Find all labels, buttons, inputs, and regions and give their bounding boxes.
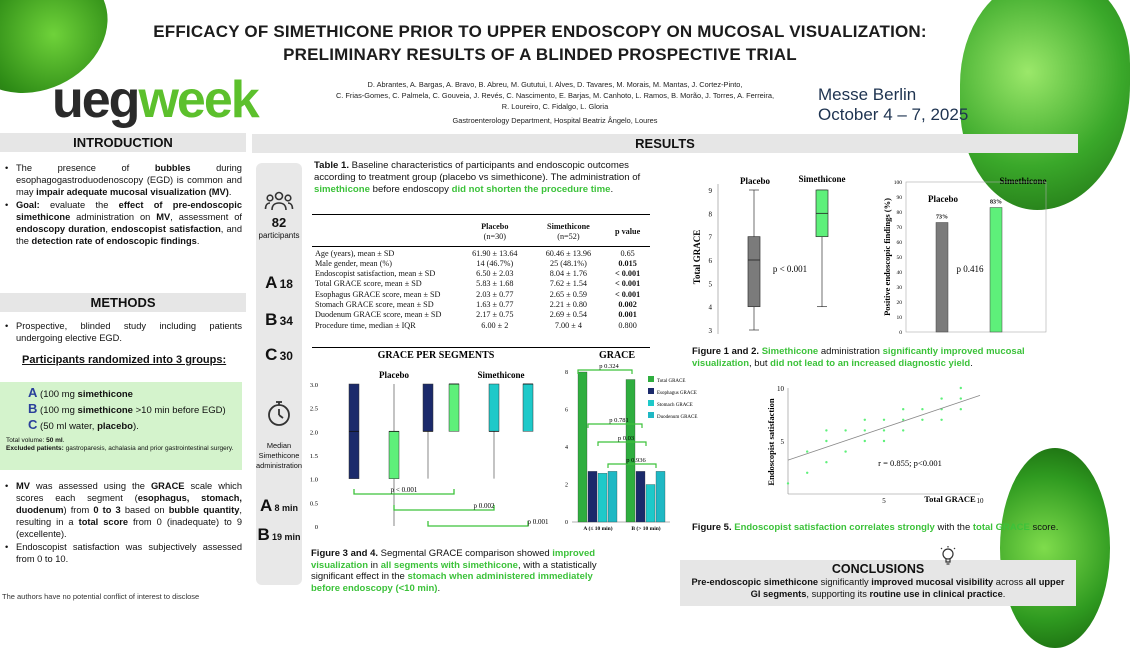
fig5-ylabel: Endoscopist satisfaction (766, 398, 776, 486)
group-c-count: C 30 (265, 345, 293, 364)
group-a-count: A 18 (265, 273, 293, 292)
table1: Placebo (n=30) Simethicone (n=52) p value Age (years), mean ± SD 61.90 ± 13.64 60.46 ± 13.96 0.65 Male gender, mean (%) 14 (46.7%) 25 (48.1%) 0.015 Endoscopist satisfaction, mean ± SD 6.50 ± 2.03 8.04 ± 1.76 < 0.001 Total GRACE score, mean ± SD 5.83 ± 1.68 7.62 ± 1.54 < 0.001 Esophagus GRACE score, mean ± SD 2.03 ± 0.77 2.65 ± 0.59 < 0.001 Stomach GRACE score, mean ± SD 1.63 ± 0.77 2.21 ± 0.80 0.002 Duodenum GRACE score, mean ± SD 2.17 ± 0.75 2.69 ± 0.54 0.001 Procedure time, median ± IQR 6.00 ± 2 7.00 ± 4 0.800 (312, 222, 650, 331)
section-introduction: INTRODUCTION (0, 133, 246, 152)
fig4-bar (636, 471, 645, 522)
fig5-point (940, 419, 942, 421)
fig4-bar (626, 380, 635, 523)
table-cell: 0.015 (618, 258, 637, 268)
fig2-tick: 50 (896, 255, 902, 261)
table-cell: Total GRACE score, mean ± SD (315, 279, 422, 289)
table-cell: 2.03 ± 0.77 (476, 289, 514, 299)
ueg-week-logo: uegweek (52, 71, 258, 129)
fig4-legend-label: Stomach GRACE (657, 403, 693, 408)
fig2-p: p 0.416 (956, 264, 984, 274)
fig4-bar (578, 372, 587, 522)
fig3-tick: 2.5 (309, 405, 318, 413)
table-cell: 60.46 ± 13.96 (545, 248, 592, 258)
fig5-point (844, 450, 846, 452)
methods-text (0, 320, 242, 345)
total-volume: Total volume: 50 ml. (6, 437, 65, 444)
affiliation: Gastroenterology Department, Hospital Beatriz Ângelo, Loures (452, 116, 658, 125)
fig1-tick: 3 (708, 327, 712, 335)
fig2-tick: 100 (893, 180, 902, 186)
fig4-bar (646, 485, 655, 523)
fig4-tick: 8 (565, 370, 568, 376)
table-cell: 61.90 ± 13.64 (472, 248, 518, 258)
participants-label: participants (258, 231, 300, 240)
fig3-box (389, 431, 399, 478)
section-methods: METHODS (0, 293, 246, 312)
table-cell: Male gender, mean (%) (315, 258, 392, 268)
table-cell: Esophagus GRACE score, mean ± SD (315, 289, 441, 299)
fig4-pvalue: p 0.936 (626, 457, 646, 464)
fig5-r: r = 0.855; p<0.001 (878, 458, 942, 468)
table-row (312, 279, 650, 289)
venue: Messe Berlin October 4 – 7, 2025 (818, 85, 969, 124)
table-cell: 0.001 (618, 310, 637, 320)
fig3-tick: 0.5 (309, 500, 318, 508)
fig4-legend-swatch (648, 388, 654, 394)
fig2-ylabel: Positive endoscopic findings (%) (882, 198, 892, 316)
fig2-tick: 80 (896, 210, 902, 216)
fig5-point (787, 482, 789, 484)
fig4-category: A (≤ 10 min) (583, 526, 613, 532)
fig5-xtick: 5 (882, 497, 886, 505)
table-cell: 6.50 ± 2.03 (476, 269, 514, 279)
fig3-pvalue: p 0.002 (473, 502, 495, 510)
table-cell: < 0.001 (615, 289, 641, 299)
table-cell: 1.63 ± 0.77 (476, 300, 514, 310)
fig2-tick: 60 (896, 240, 902, 246)
fig2-bar (990, 208, 1002, 333)
stats-column (256, 163, 302, 585)
fig4-legend-swatch (648, 412, 654, 418)
fig3-tick: 2.0 (309, 429, 318, 437)
fig4-title: GRACE (598, 350, 636, 361)
fig5-point (921, 408, 923, 410)
fig3-tick: 1.5 (309, 453, 318, 460)
fig4-bar (598, 473, 607, 522)
figure2-bar (880, 172, 1060, 342)
fig2-tick: 30 (896, 285, 902, 291)
fig4-pvalue: p 0.781 (609, 417, 629, 424)
fig5-point (883, 419, 885, 421)
table-cell: 7.62 ± 1.54 (549, 279, 588, 289)
fig3-box (489, 384, 499, 431)
figure4-bar (560, 346, 698, 546)
fig2-tick: 90 (896, 195, 902, 201)
fig4-tick: 2 (565, 482, 568, 489)
table-cell: 14 (46.7%) (476, 258, 514, 268)
fig4-pvalue: p 0.03 (617, 435, 635, 442)
fig5-point (902, 429, 904, 431)
fig4-category: B (> 10 min) (631, 526, 661, 532)
section-results: RESULTS (252, 134, 1078, 153)
fig2-tick: 0 (899, 330, 902, 336)
fig1-p: p < 0.001 (772, 264, 808, 274)
fig3-tick: 3.0 (309, 382, 318, 389)
fig1-group1: Placebo (740, 176, 770, 186)
participants-count: 82 (271, 215, 287, 230)
table-cell: Stomach GRACE score, mean ± SD (315, 300, 434, 310)
fig4-legend-swatch (648, 376, 654, 382)
group-c: C (50 ml water, placebo). (28, 417, 139, 432)
fig2-frame (906, 182, 1046, 332)
fig4-legend-label: Total GRACE (657, 379, 686, 384)
group-b-time: B 19 min (257, 525, 301, 544)
table-cell: Procedure time, median ± IQR (315, 320, 416, 330)
section-conclusions: CONCLUSIONS (831, 562, 925, 576)
fig5-point (864, 429, 866, 431)
fig5-point (940, 397, 942, 399)
fig3-tick: 1.0 (309, 476, 318, 484)
table-cell: < 0.001 (615, 279, 641, 289)
fig5-point (844, 429, 846, 431)
conclusions-box (680, 560, 1076, 606)
fig3-pvalue: p 0.001 (527, 518, 549, 526)
fig3-box (449, 384, 459, 431)
group-a: A (100 mg simethicone (28, 385, 133, 400)
fig5-point (960, 387, 962, 389)
table-cell: 2.17 ± 0.75 (476, 310, 514, 320)
table-row (312, 269, 650, 279)
conclusion-text: Pre-endoscopic simethicone significantly improved mucosal visibility across all upper GI segments, supporting its routine use in clinical practice. (691, 577, 1065, 599)
table-cell: 0.800 (618, 320, 637, 330)
table-cell: Duodenum GRACE score, mean ± SD (315, 310, 442, 320)
median-label: Median Simethicone administration (256, 441, 303, 470)
figure1-boxplot (690, 172, 870, 342)
fig1-tick: 4 (708, 303, 712, 312)
fig2-tick: 40 (896, 270, 902, 276)
table-cell: Age (years), mean ± SD (315, 248, 395, 258)
fig34-caption: Figure 3 and 4. Segmental GRACE comparison showed improved visualization in all segments with simethicone, with a statistically significant effect in the stomach when administered immediately before endoscopy (<10 min). (311, 548, 597, 594)
table-row (312, 310, 650, 320)
methods-bullet: • Prospective, blinded study including patients undergoing elective EGD. (0, 320, 242, 344)
fig3-pvalue: p < 0.001 (390, 486, 418, 494)
table-cell: 2.65 ± 0.59 (549, 289, 588, 299)
table-cell: 25 (48.1%) (549, 258, 587, 268)
fig5-point (921, 419, 923, 421)
table-row (312, 290, 650, 300)
fig4-bar (608, 471, 617, 522)
decorative-leaf (1000, 448, 1110, 648)
table-cell: 8.04 ± 1.76 (549, 269, 588, 279)
author-list: D. Abrantes, A. Bargas, A. Bravo, B. Abreu, M. Gututui, I. Alves, D. Tavares, M. Morais, M. Mantas, J. Cortez-Pinto, C. Frias-Gomes, C. Palmela, C. Gouveia, J. Revés, C. Nascimento, E. Barjas, M. Canhoto, L. Ramos, B. Morão, J. Torres, A. Ferreira, R. Loureiro, C. Fidalgo, L. Gloria (335, 80, 775, 111)
fig5-point (825, 440, 827, 442)
fig2-bar (936, 223, 948, 333)
fig5-point (960, 408, 962, 410)
fig5-point (864, 419, 866, 421)
group-a-time: A 8 min (259, 496, 299, 515)
table-cell: 5.83 ± 1.68 (476, 279, 514, 289)
group-b: B (100 mg simethicone >10 min before EGD) (28, 401, 226, 416)
table-cell: 0.002 (618, 300, 637, 310)
fig3-group2: Simethicone (477, 370, 525, 380)
fig5-xtick: 10 (976, 497, 984, 505)
fig3-box (423, 384, 433, 431)
fig5-xlabel: Total GRACE (924, 494, 976, 504)
fig4-tick: 6 (565, 407, 568, 414)
table-cell: 0.65 (620, 248, 635, 258)
fig5-trendline (788, 395, 980, 460)
table-cell: 7.00 ± 4 (554, 320, 582, 330)
fig5-ytick: 10 (777, 385, 784, 393)
poster-title: EFFICACY OF SIMETHICONE PRIOR TO UPPER ENDOSCOPY ON MUCOSAL VISUALIZATION: PRELIMINARY RESULTS OF A BLINDED PROSPECTIVE TRIAL (153, 22, 927, 64)
intro-text (0, 162, 242, 248)
fig5-caption: Figure 5. Endoscopist satisfaction correlates strongly with the total GRACE score. (692, 522, 1059, 533)
fig3-tick: 0 (314, 524, 318, 531)
fig1-ylabel: Total GRACE (692, 229, 702, 285)
fig4-pvalue: p 0.324 (599, 363, 619, 370)
fig4-bar (588, 471, 597, 522)
fig2-tick: 10 (896, 315, 902, 321)
disclosure: The authors have no potential conflict of interest to disclose (2, 592, 200, 601)
figure5-scatter (760, 380, 1000, 520)
fig5-point (864, 440, 866, 442)
fig1-tick: 9 (708, 187, 712, 195)
lightbulb-icon (940, 546, 956, 571)
table-rule (312, 214, 650, 215)
fig4-bracket (598, 442, 646, 446)
groups-box (0, 382, 242, 470)
table-cell: < 0.001 (615, 269, 641, 279)
fig2-group2: Simethicone (999, 176, 1047, 186)
fig1-box (748, 237, 760, 307)
fig3-box (523, 384, 533, 431)
fig2-value-label: 83% (990, 199, 1002, 206)
fig12-caption: Figure 1 and 2. Simethicone administration significantly improved mucosal visualization, but did not lead to an increased diagnostic yield. (692, 346, 1025, 369)
fig5-point (806, 472, 808, 474)
intro-bullet: • The presence of bubbles during esophagogastroduodenoscopy (EGD) is common and may impair adequate mucosal visualization (MV). (0, 162, 242, 198)
group-b-count: B 34 (265, 310, 293, 329)
methods-bullet: • Endoscopist satisfaction was subjectively assessed from 0 to 10. (0, 541, 242, 565)
fig2-group1: Placebo (928, 194, 958, 204)
fig4-tick: 4 (565, 445, 568, 451)
fig4-legend-label: Esophagus GRACE (657, 391, 697, 396)
methods-text-2 (0, 480, 242, 566)
fig4-legend-label: Duodenum GRACE (657, 415, 698, 420)
fig1-tick: 7 (708, 233, 712, 242)
table1-caption: Table 1. Baseline characteristics of participants and endoscopic outcomes according to treatment group (placebo vs simethicone). The administration of simethicone before endoscopy did not shorten the procedure time. (314, 160, 641, 195)
table-row (312, 300, 650, 310)
figure3-boxplot (306, 346, 566, 546)
fig4-legend-swatch (648, 400, 654, 406)
people-icon (256, 191, 302, 213)
fig1-tick: 6 (708, 257, 712, 265)
fig4-bar (656, 471, 665, 522)
table-row (312, 259, 650, 269)
fig2-tick: 70 (896, 225, 902, 231)
methods-bullet: • MV was assessed using the GRACE scale which scores each segment (esophagus, stomach, duodenum) from 0 to 3 based on bubble quantity, resulting in a total score from 0 (inadequate) to 9 (excellente). (0, 480, 242, 540)
fig5-point (960, 397, 962, 399)
fig5-point (902, 408, 904, 410)
fig2-value-label: 73% (936, 214, 948, 221)
stopwatch-icon (256, 399, 302, 429)
table-cell: 6.00 ± 2 (481, 320, 509, 330)
fig3-group1: Placebo (379, 370, 409, 380)
fig5-point (883, 429, 885, 431)
fig3-bracket (428, 521, 528, 526)
table-cell: 2.69 ± 0.54 (549, 310, 588, 320)
table-cell: 2.21 ± 0.80 (549, 300, 588, 310)
fig4-tick: 0 (565, 520, 568, 526)
fig5-point (825, 429, 827, 431)
groups-heading: Participants randomized into 3 groups: (22, 354, 227, 366)
excluded-patients: Excluded patients: gastroparesis, achalasia and prior gastrointestinal surgery. (6, 445, 234, 452)
table-row (312, 249, 650, 259)
fig2-tick: 20 (896, 300, 902, 306)
fig5-point (806, 450, 808, 452)
fig1-tick: 8 (708, 210, 712, 219)
table-cell: Endoscopist satisfaction, mean ± SD (315, 269, 436, 279)
fig5-point (883, 440, 885, 442)
fig3-title: GRACE PER SEGMENTS (377, 350, 495, 361)
fig1-tick: 5 (708, 280, 712, 289)
table-row (312, 321, 650, 331)
fig1-group2: Simethicone (798, 174, 846, 184)
intro-bullet: • Goal: evaluate the effect of pre-endoscopic simethicone administration on MV, assessment of endoscopy duration, endoscopist satisfaction, and the detection rate of endoscopic findings. (0, 199, 242, 247)
fig5-ytick: 5 (780, 438, 784, 446)
fig5-point (825, 461, 827, 463)
